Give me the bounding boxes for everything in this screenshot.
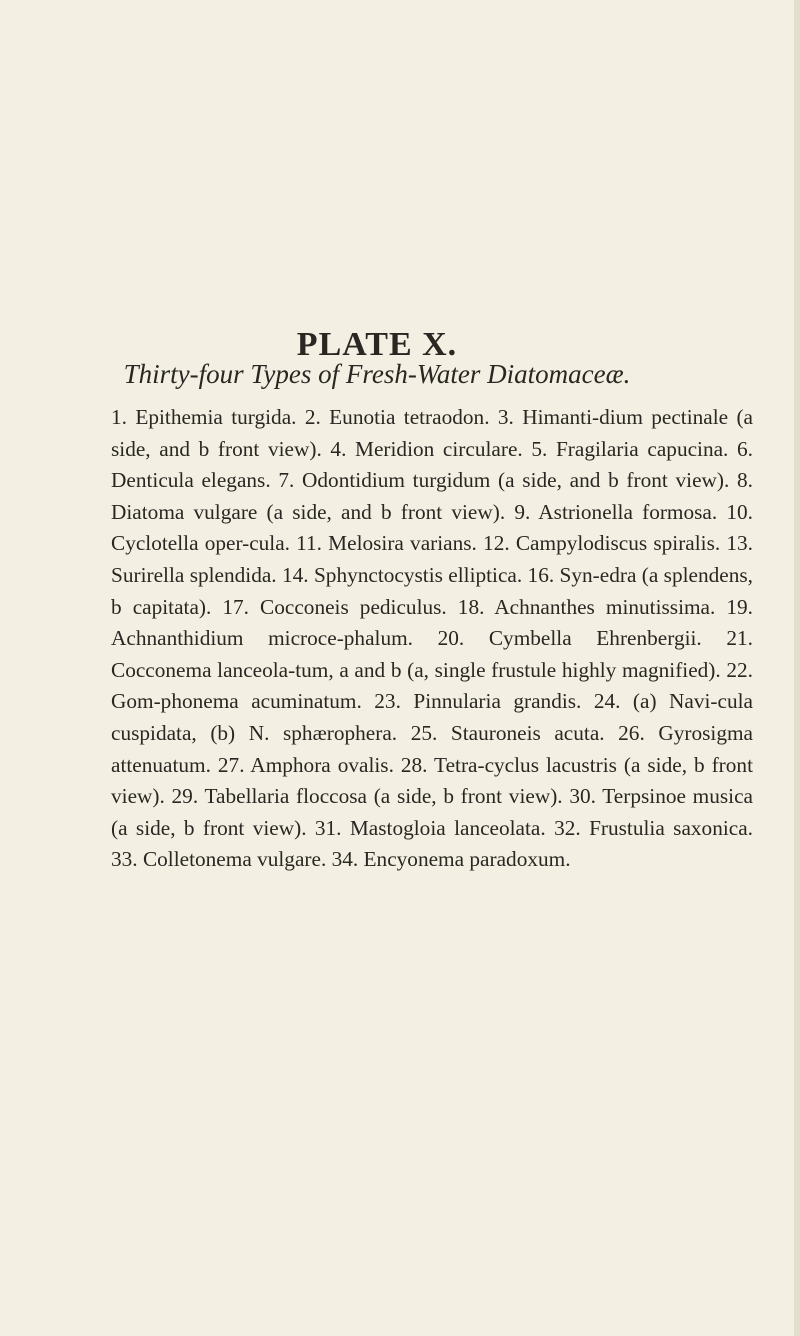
page-edge <box>794 0 800 1336</box>
plate-legend: 1. Epithemia turgida. 2. Eunotia tetraodon. 3. Himanti-dium pectinale (a side, and b front view). 4. Meridion circulare. 5. Fragilaria capucina. 6. Denticula elegans. 7. Odontidium turgidum (a side, and b front view). 8. Diatoma vulgare (a side, and b front view). 9. Astrionella formosa. 10. Cyclotella oper-cula. 11. Melosira varians. 12. Campylodiscus spiralis. 13. Surirella splendida. 14. Sphynctocystis elliptica. 16. Syn-edra (a splendens, b capitata). 17. Cocconeis pediculus. 18. Achnanthes minutissima. 19. Achnanthidium microce-phalum. 20. Cymbella Ehrenbergii. 21. Cocconema lanceola-tum, a and b (a, single frustule highly magnified). 22. Gom-phonema acuminatum. 23. Pinnularia grandis. 24. (a) Navi-cula cuspidata, (b) N. sphærophera. 25. Stauroneis acuta. 26. Gyrosigma attenuatum. 27. Amphora ovalis. 28. Tetra-cyclus lacustris (a side, b front view). 29. Tabellaria floccosa (a side, b front view). 30. Terpsinoe musica (a side, b front view). 31. Mastogloia lanceolata. 32. Frustulia saxonica. 33. Colletonema vulgare. 34. Encyonema paradoxum. <box>111 405 753 872</box>
plate-subtitle: Thirty-four Types of Fresh-Water Diatomaceæ. <box>123 359 631 389</box>
plate-title: PLATE X. <box>296 325 458 363</box>
